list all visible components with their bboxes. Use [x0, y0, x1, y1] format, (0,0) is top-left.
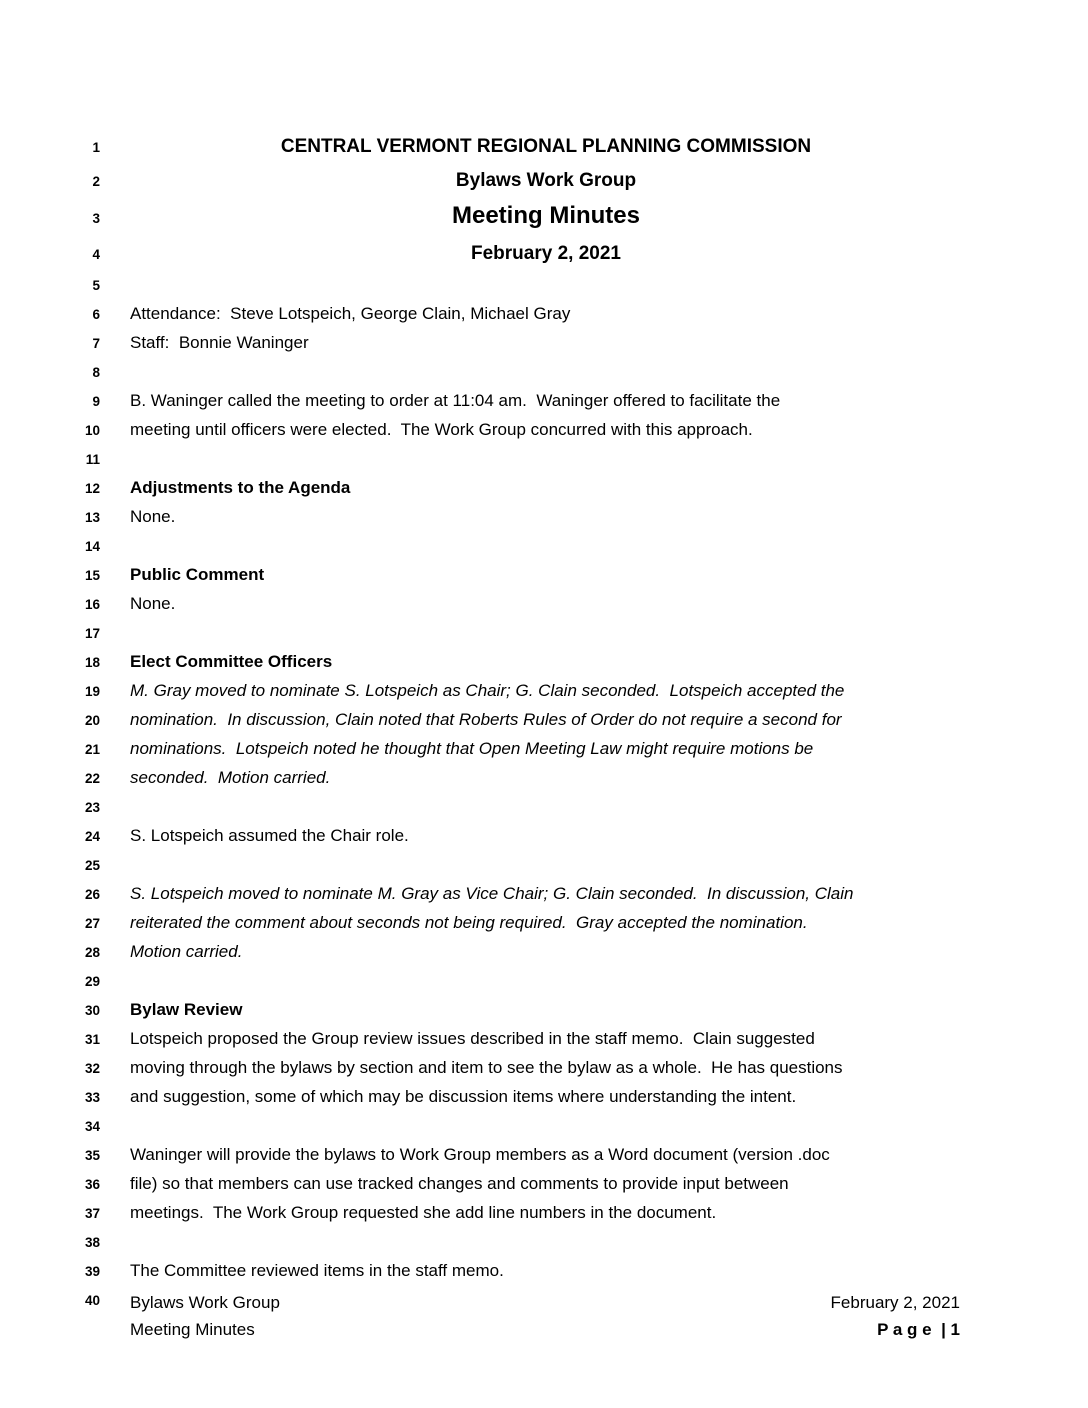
document-line — [0, 1170, 1088, 1199]
line-number: 36 — [84, 1177, 100, 1192]
footer-group-name: Bylaws Work Group — [130, 1293, 280, 1312]
line-text: Adjustments to the Agenda — [130, 478, 351, 497]
document-line — [0, 474, 1088, 503]
document-line — [0, 590, 1088, 619]
line-text: B. Waninger called the meeting to order at 11:04 am. Waninger offered to facilitate the — [130, 391, 781, 410]
document-line — [0, 764, 1088, 793]
line-text: meetings. The Work Group requested she add line numbers in the document. — [130, 1203, 717, 1222]
line-number: 4 — [92, 247, 100, 262]
line-text: February 2, 2021 — [471, 243, 621, 264]
line-number: 5 — [92, 278, 100, 293]
line-number: 15 — [84, 568, 100, 583]
line-number: 25 — [84, 858, 100, 873]
page-footer — [130, 1289, 960, 1343]
line-number: 40 — [84, 1293, 100, 1308]
line-text: reiterated the comment about seconds not being required. Gray accepted the nomination. — [130, 913, 808, 932]
document-line — [0, 1199, 1088, 1228]
document-line — [0, 300, 1088, 329]
line-number: 24 — [84, 829, 100, 844]
document-line — [0, 967, 1088, 996]
document-line — [0, 329, 1088, 358]
line-text: meeting until officers were elected. The Work Group concurred with this approach. — [130, 420, 753, 439]
line-number: 27 — [84, 916, 100, 931]
line-text: Bylaws Work Group — [455, 170, 637, 191]
line-number: 21 — [84, 742, 100, 757]
line-text: Attendance: Steve Lotspeich, George Clain, Michael Gray — [130, 304, 571, 323]
document-line — [0, 880, 1088, 909]
line-number: 8 — [92, 365, 100, 380]
line-number: 13 — [84, 510, 100, 525]
document-lines — [0, 130, 1088, 1315]
line-number: 38 — [84, 1235, 100, 1250]
line-text: and suggestion, some of which may be discussion items where understanding the intent. — [130, 1087, 797, 1106]
document-line — [0, 793, 1088, 822]
line-number: 28 — [84, 945, 100, 960]
document-line — [0, 503, 1088, 532]
line-number: 32 — [84, 1061, 100, 1076]
footer-page-number: P a g e | 1 — [877, 1320, 960, 1339]
line-text: moving through the bylaws by section and item to see the bylaw as a whole. He has questions — [130, 1058, 843, 1077]
document-line — [0, 619, 1088, 648]
line-text: S. Lotspeich moved to nominate M. Gray as Vice Chair; G. Clain seconded. In discussion, Clain — [130, 884, 854, 903]
document-line — [0, 1083, 1088, 1112]
line-number: 37 — [84, 1206, 100, 1221]
document-line — [0, 1054, 1088, 1083]
line-number: 30 — [84, 1003, 100, 1018]
line-text: CENTRAL VERMONT REGIONAL PLANNING COMMISSION — [280, 136, 812, 157]
document-line — [0, 735, 1088, 764]
line-number: 10 — [84, 423, 100, 438]
line-text: S. Lotspeich assumed the Chair role. — [130, 826, 409, 845]
document-line — [0, 237, 1088, 271]
line-number: 26 — [84, 887, 100, 902]
document-line — [0, 130, 1088, 164]
line-number: 17 — [84, 626, 100, 641]
line-text: Waninger will provide the bylaws to Work Group members as a Word document (version .doc — [130, 1145, 830, 1164]
line-number: 2 — [92, 174, 100, 189]
document-line — [0, 996, 1088, 1025]
document-line — [0, 851, 1088, 880]
line-text: seconded. Motion carried. — [130, 768, 331, 787]
line-number: 6 — [92, 307, 100, 322]
line-number: 16 — [84, 597, 100, 612]
line-text: Bylaw Review — [130, 1000, 243, 1019]
line-number: 20 — [84, 713, 100, 728]
line-number: 39 — [84, 1264, 100, 1279]
footer-doc-type: Meeting Minutes — [130, 1320, 255, 1339]
document-line — [0, 387, 1088, 416]
line-text: None. — [130, 594, 176, 613]
line-number: 12 — [84, 481, 100, 496]
document-line — [0, 164, 1088, 198]
document-line — [0, 561, 1088, 590]
line-number: 35 — [84, 1148, 100, 1163]
line-text: None. — [130, 507, 176, 526]
line-number: 19 — [84, 684, 100, 699]
document-line — [0, 938, 1088, 967]
line-text: file) so that members can use tracked changes and comments to provide input between — [130, 1174, 789, 1193]
document-line — [0, 706, 1088, 735]
line-number: 22 — [84, 771, 100, 786]
line-number: 7 — [92, 336, 100, 351]
line-text: Public Comment — [130, 565, 265, 584]
document-line — [0, 648, 1088, 677]
document-line — [0, 1257, 1088, 1286]
document-line — [0, 198, 1088, 237]
document-line — [0, 1228, 1088, 1257]
document-line — [0, 909, 1088, 938]
line-number: 9 — [92, 394, 100, 409]
document-line — [0, 358, 1088, 387]
document-line — [0, 1025, 1088, 1054]
footer-date: February 2, 2021 — [830, 1293, 960, 1312]
line-number: 29 — [84, 974, 100, 989]
document-line — [0, 271, 1088, 300]
line-text: Staff: Bonnie Waninger — [130, 333, 309, 352]
line-number: 23 — [84, 800, 100, 815]
line-number: 18 — [84, 655, 100, 670]
document-line — [0, 532, 1088, 561]
line-number: 33 — [84, 1090, 100, 1105]
line-number: 34 — [84, 1119, 100, 1134]
document-line — [0, 445, 1088, 474]
line-text: Elect Committee Officers — [130, 652, 333, 671]
line-number: 31 — [84, 1032, 100, 1047]
line-text: Motion carried. — [130, 942, 243, 961]
line-number: 11 — [85, 452, 100, 467]
document-line — [0, 1141, 1088, 1170]
line-number: 1 — [92, 140, 100, 155]
line-text: Lotspeich proposed the Group review issues described in the staff memo. Clain suggested — [130, 1029, 815, 1048]
line-text: nominations. Lotspeich noted he thought that Open Meeting Law might require motions be — [130, 739, 814, 758]
line-text: Meeting Minutes — [451, 202, 640, 229]
document-line — [0, 677, 1088, 706]
line-text: The Committee reviewed items in the staff memo. — [130, 1261, 504, 1280]
footer-left — [130, 1289, 280, 1343]
line-number: 3 — [92, 211, 100, 226]
footer-right — [831, 1289, 960, 1343]
line-text: nomination. In discussion, Clain noted that Roberts Rules of Order do not require a second for — [130, 710, 842, 729]
document-line — [0, 416, 1088, 445]
document-line — [0, 1112, 1088, 1141]
document-line — [0, 822, 1088, 851]
line-text: M. Gray moved to nominate S. Lotspeich as Chair; G. Clain seconded. Lotspeich accepted the — [130, 681, 845, 700]
line-number: 14 — [84, 539, 100, 554]
